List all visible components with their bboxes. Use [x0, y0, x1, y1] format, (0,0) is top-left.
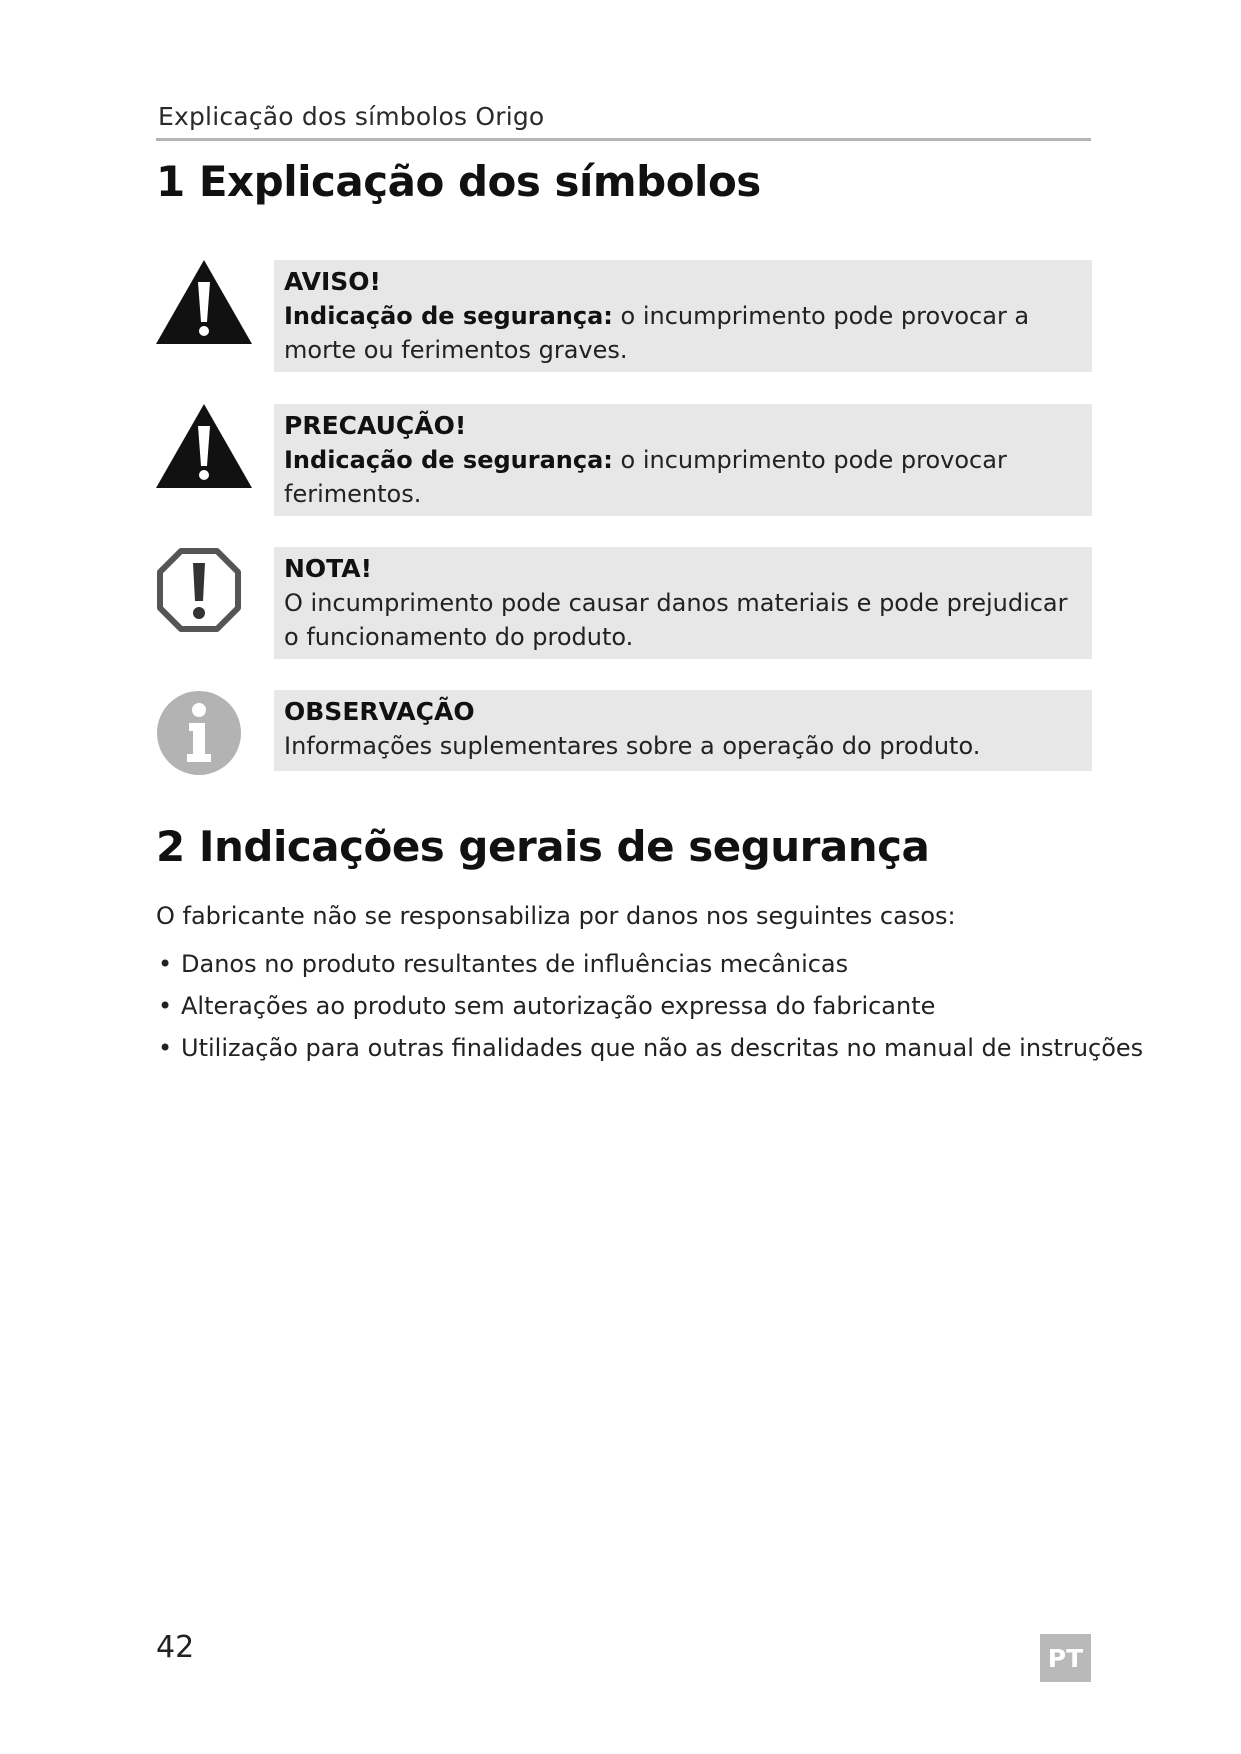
- caution-triangle-icon: [156, 404, 252, 492]
- header-rule: [156, 138, 1091, 141]
- section-heading-safety: 2 Indicações gerais de segurança: [156, 822, 930, 871]
- caution-box: [274, 404, 1092, 516]
- list-item: • Alterações ao produto sem autorização expressa do fabricante: [156, 985, 1143, 1027]
- warning-lead: Indicação de segurança:: [284, 302, 613, 330]
- notice-title: NOTA!: [284, 554, 373, 583]
- warning-triangle-icon: [156, 260, 252, 348]
- info-text: Informações suplementares sobre a operação do produto.: [284, 732, 981, 760]
- caution-lead: Indicação de segurança:: [284, 446, 613, 474]
- safety-intro: O fabricante não se responsabiliza por danos nos seguintes casos:: [156, 902, 956, 930]
- language-badge: PT: [1040, 1634, 1091, 1682]
- liability-list: [156, 943, 1143, 1069]
- running-header: Explicação dos símbolos Origo: [158, 102, 545, 131]
- info-title: OBSERVAÇÃO: [284, 697, 475, 726]
- warning-box: [274, 260, 1092, 372]
- info-circle-icon: [156, 690, 242, 780]
- info-box: [274, 690, 1092, 771]
- list-item: • Danos no produto resultantes de influências mecânicas: [156, 943, 1143, 985]
- symbol-row-info: [156, 690, 1092, 776]
- notice-text: O incumprimento pode causar danos materiais e pode prejudicar o funcionamento do produto.: [284, 589, 1068, 651]
- list-item: • Utilização para outras finalidades que não as descritas no manual de instruções: [156, 1027, 1143, 1069]
- symbol-row-warning: [156, 260, 1092, 372]
- warning-body: o incumprimento pode provocar a morte ou ferimentos graves.: [284, 302, 1030, 364]
- caution-body: o incumprimento pode provocar ferimentos.: [284, 446, 1007, 508]
- notice-octagon-icon: [156, 547, 242, 637]
- symbol-row-notice: [156, 547, 1092, 659]
- notice-box: [274, 547, 1092, 659]
- symbol-row-caution: [156, 404, 1092, 516]
- section-heading-symbols: 1 Explicação dos símbolos: [156, 157, 761, 206]
- caution-text: [284, 443, 1082, 511]
- caution-title: PRECAUÇÃO!: [284, 411, 467, 440]
- warning-text: [284, 299, 1082, 367]
- warning-title: AVISO!: [284, 267, 381, 296]
- page-number: 42: [156, 1630, 195, 1665]
